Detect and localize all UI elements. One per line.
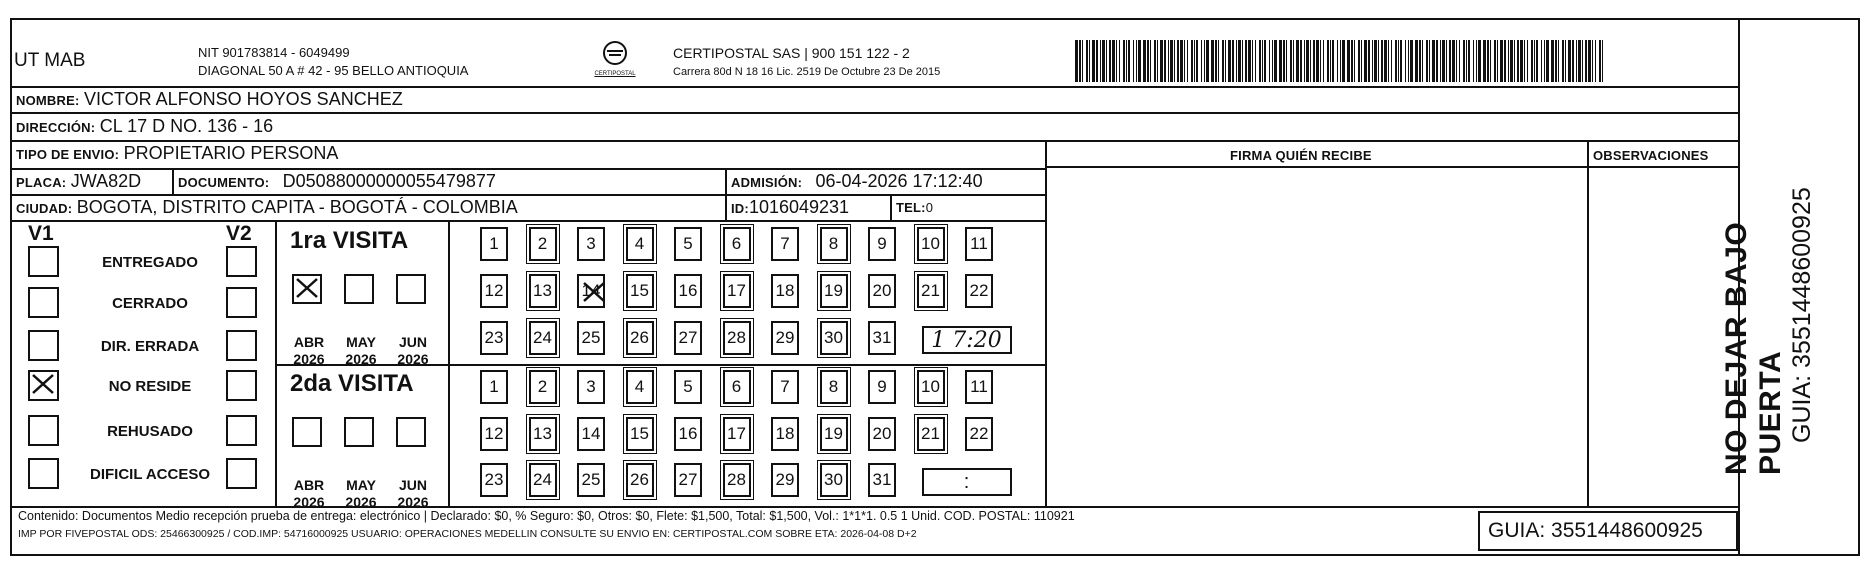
ship-type-label: TIPO DE ENVIO: bbox=[16, 147, 120, 162]
tel-row bbox=[896, 199, 933, 217]
day-box: 9 bbox=[868, 227, 896, 261]
id-row bbox=[731, 197, 849, 218]
day-box: 7 bbox=[771, 227, 799, 261]
month-label bbox=[340, 477, 382, 511]
month-year: 2026 bbox=[345, 351, 377, 367]
day-box: 25 bbox=[577, 321, 605, 355]
document-label: DOCUMENTO: bbox=[178, 175, 270, 190]
imp-line: IMP POR FIVEPOSTAL ODS: 25466300925 / COD.IMP: 54716000925 USUARIO: OPERACIONES MEDELLIN CONSULTE SU ENVIO EN: CERTIPOSTAL.COM SOBRE ETA: 2026-04-08 D+2 bbox=[18, 528, 917, 540]
status-label: ENTREGADO bbox=[102, 254, 198, 271]
row-divider bbox=[10, 168, 1046, 170]
v2-label: V2 bbox=[226, 222, 252, 245]
id-label: ID: bbox=[731, 201, 749, 216]
company-name: UT MAB bbox=[14, 50, 86, 71]
city-label: CIUDAD: bbox=[16, 201, 73, 216]
day-box-checked: 14 bbox=[577, 274, 605, 308]
v2-checkbox bbox=[226, 246, 257, 277]
day-box: 1 bbox=[480, 227, 508, 261]
second-visit-label: 2da VISITA bbox=[290, 370, 414, 397]
plate-value: JWA82D bbox=[70, 171, 142, 191]
name-label: NOMBRE: bbox=[16, 93, 80, 108]
day-box: 21 bbox=[917, 274, 945, 308]
day-box: 11 bbox=[965, 370, 993, 404]
day-box: 17 bbox=[723, 274, 751, 308]
day-box: 9 bbox=[868, 370, 896, 404]
month-name: ABR bbox=[293, 334, 325, 350]
day-box: 31 bbox=[868, 463, 896, 497]
ship-type-row bbox=[16, 143, 338, 164]
plate-row bbox=[16, 171, 141, 192]
day-box: 10 bbox=[917, 370, 945, 404]
month-label bbox=[392, 334, 434, 368]
day-box: 25 bbox=[577, 463, 605, 497]
admission-label: ADMISIÓN: bbox=[731, 175, 803, 190]
month-year: 2026 bbox=[397, 351, 429, 367]
day-box: 1 bbox=[480, 370, 508, 404]
day-box: 6 bbox=[723, 370, 751, 404]
logo-icon bbox=[601, 40, 629, 66]
certipostal-logo bbox=[590, 40, 640, 80]
day-box: 24 bbox=[529, 463, 557, 497]
column-divider bbox=[172, 168, 174, 194]
day-box: 14 bbox=[577, 417, 605, 451]
status-label: DIR. ERRADA bbox=[100, 338, 200, 355]
address-label: DIRECCIÓN: bbox=[16, 120, 96, 135]
firma-label: FIRMA QUIÉN RECIBE bbox=[1230, 148, 1372, 163]
tel-value: 0 bbox=[925, 200, 933, 215]
day-box: 15 bbox=[626, 417, 654, 451]
first-visit-label: 1ra VISITA bbox=[290, 227, 409, 254]
row-divider bbox=[10, 506, 1740, 508]
day-box: 20 bbox=[868, 417, 896, 451]
day-box: 17 bbox=[723, 417, 751, 451]
city-value: BOGOTA, DISTRITO CAPITA - BOGOTÁ - COLOMBIA bbox=[76, 197, 518, 217]
barcode bbox=[1075, 40, 1605, 82]
day-box: 11 bbox=[965, 227, 993, 261]
ship-type-value: PROPIETARIO PERSONA bbox=[123, 143, 339, 163]
day-box: 30 bbox=[820, 321, 848, 355]
day-box: 4 bbox=[626, 370, 654, 404]
month-name: MAY bbox=[346, 334, 376, 350]
check-x-icon bbox=[581, 280, 607, 309]
v2-checkbox bbox=[226, 370, 257, 401]
month-name: ABR bbox=[293, 477, 325, 493]
v1-checkbox bbox=[28, 415, 59, 446]
row-divider bbox=[10, 140, 1740, 142]
day-box: 30 bbox=[820, 463, 848, 497]
month-label bbox=[340, 334, 382, 368]
day-box: 27 bbox=[674, 463, 702, 497]
row-divider bbox=[1045, 166, 1739, 168]
day-box: 22 bbox=[965, 274, 993, 308]
month-label bbox=[392, 477, 434, 511]
address-row bbox=[16, 116, 273, 137]
day-box: 3 bbox=[577, 227, 605, 261]
day-box: 28 bbox=[723, 463, 751, 497]
column-divider bbox=[890, 194, 892, 222]
v2-checkbox bbox=[226, 287, 257, 318]
day-box: 23 bbox=[480, 321, 508, 355]
status-label: DIFICIL ACCESO bbox=[89, 466, 210, 483]
day-box: 19 bbox=[820, 417, 848, 451]
month-checkbox bbox=[396, 417, 426, 447]
v2-checkbox bbox=[226, 458, 257, 489]
day-box: 24 bbox=[529, 321, 557, 355]
day-box: 28 bbox=[723, 321, 751, 355]
day-box: 13 bbox=[529, 417, 557, 451]
day-box: 29 bbox=[771, 321, 799, 355]
day-box: 4 bbox=[626, 227, 654, 261]
day-box: 18 bbox=[771, 417, 799, 451]
contents-line: Contenido: Documentos Medio recepción prueba de entrega: electrónico | Declarado: $0, % Seguro: $0, Otros: $0, Flete: $1,500, Total: $1,500, Vol.: 1*1*1. 0.5 1 Unid. COD. POSTAL: 110921 bbox=[18, 509, 1075, 523]
day-box: 6 bbox=[723, 227, 751, 261]
nit-line: NIT 901783814 - 6049499 bbox=[198, 45, 350, 60]
side-text bbox=[1720, 115, 1816, 475]
v2-checkbox bbox=[226, 330, 257, 361]
city-row bbox=[16, 197, 518, 218]
tel-label: TEL: bbox=[896, 200, 926, 215]
row-divider bbox=[10, 86, 1740, 88]
day-box: 16 bbox=[674, 274, 702, 308]
name-value: VICTOR ALFONSO HOYOS SANCHEZ bbox=[83, 89, 403, 109]
month-name: JUN bbox=[398, 334, 427, 350]
name-row bbox=[16, 89, 403, 110]
day-box: 16 bbox=[674, 417, 702, 451]
admission-row bbox=[731, 171, 983, 192]
day-box: 12 bbox=[480, 417, 508, 451]
day-box: 10 bbox=[917, 227, 945, 261]
month-checkbox bbox=[344, 274, 374, 304]
logo-text: CERTIPOSTAL bbox=[594, 71, 636, 77]
month-year: 2026 bbox=[293, 351, 325, 367]
month-checkbox bbox=[292, 417, 322, 447]
day-box: 3 bbox=[577, 370, 605, 404]
observaciones-label: OBSERVACIONES bbox=[1593, 148, 1709, 163]
day-box: 31 bbox=[868, 321, 896, 355]
month-label bbox=[288, 477, 330, 511]
month-checkbox bbox=[396, 274, 426, 304]
day-box: 15 bbox=[626, 274, 654, 308]
guia-box bbox=[1478, 511, 1738, 551]
day-box: 20 bbox=[868, 274, 896, 308]
month-name: JUN bbox=[398, 477, 427, 493]
v1-checkbox bbox=[28, 287, 59, 318]
month-checkbox bbox=[344, 417, 374, 447]
day-box: 18 bbox=[771, 274, 799, 308]
day-box: 19 bbox=[820, 274, 848, 308]
day-box: 5 bbox=[674, 227, 702, 261]
visit-time-box: 1 7:20 bbox=[922, 326, 1012, 354]
guia-box-text: GUIA: 3551448600925 bbox=[1488, 519, 1703, 542]
status-label: REHUSADO bbox=[107, 423, 193, 440]
day-box: 13 bbox=[529, 274, 557, 308]
day-box: 22 bbox=[965, 417, 993, 451]
day-box: 12 bbox=[480, 274, 508, 308]
v1-checkbox bbox=[28, 246, 59, 277]
v2-checkbox bbox=[226, 415, 257, 446]
month-name: MAY bbox=[346, 477, 376, 493]
side-guia-text: GUIA: 3551448600925 bbox=[1788, 187, 1816, 443]
id-value: 1016049231 bbox=[748, 197, 850, 217]
row-divider bbox=[10, 112, 1740, 114]
day-box: 29 bbox=[771, 463, 799, 497]
visit-time-box: : bbox=[922, 468, 1012, 496]
address-value: CL 17 D NO. 136 - 16 bbox=[99, 116, 274, 136]
month-year: 2026 bbox=[293, 494, 325, 510]
day-box: 27 bbox=[674, 321, 702, 355]
v1-checkbox-checked bbox=[28, 370, 59, 401]
document-row bbox=[178, 171, 496, 192]
plate-label: PLACA: bbox=[16, 175, 67, 190]
carrier-line: CERTIPOSTAL SAS | 900 151 122 - 2 bbox=[673, 45, 910, 61]
row-divider bbox=[275, 364, 1046, 366]
admission-value: 06-04-2026 17:12:40 bbox=[815, 171, 983, 191]
day-box: 5 bbox=[674, 370, 702, 404]
v1-label: V1 bbox=[28, 222, 54, 245]
document-value: D05088000000055479877 bbox=[282, 171, 496, 191]
sender-address-line: DIAGONAL 50 A # 42 - 95 BELLO ANTIOQUIA bbox=[198, 63, 469, 78]
day-box: 26 bbox=[626, 463, 654, 497]
no-dejar-text: NO DEJAR BAJO PUERTA bbox=[1720, 221, 1787, 475]
row-divider bbox=[10, 220, 1046, 222]
day-box: 8 bbox=[820, 227, 848, 261]
day-box: 21 bbox=[917, 417, 945, 451]
column-divider bbox=[1587, 140, 1589, 508]
status-label: NO RESIDE bbox=[108, 378, 192, 395]
day-box: 7 bbox=[771, 370, 799, 404]
day-box: 8 bbox=[820, 370, 848, 404]
month-year: 2026 bbox=[345, 494, 377, 510]
day-box: 2 bbox=[529, 227, 557, 261]
barcode-bar bbox=[1602, 40, 1603, 82]
day-box: 26 bbox=[626, 321, 654, 355]
month-label bbox=[288, 334, 330, 368]
month-year: 2026 bbox=[397, 494, 429, 510]
status-label: CERRADO bbox=[112, 295, 188, 312]
v1-checkbox bbox=[28, 458, 59, 489]
v1-checkbox bbox=[28, 330, 59, 361]
day-box: 23 bbox=[480, 463, 508, 497]
license-line: Carrera 80d N 18 16 Lic. 2519 De Octubre 23 De 2015 bbox=[673, 66, 941, 78]
month-checkbox-checked bbox=[292, 274, 322, 304]
day-box: 2 bbox=[529, 370, 557, 404]
